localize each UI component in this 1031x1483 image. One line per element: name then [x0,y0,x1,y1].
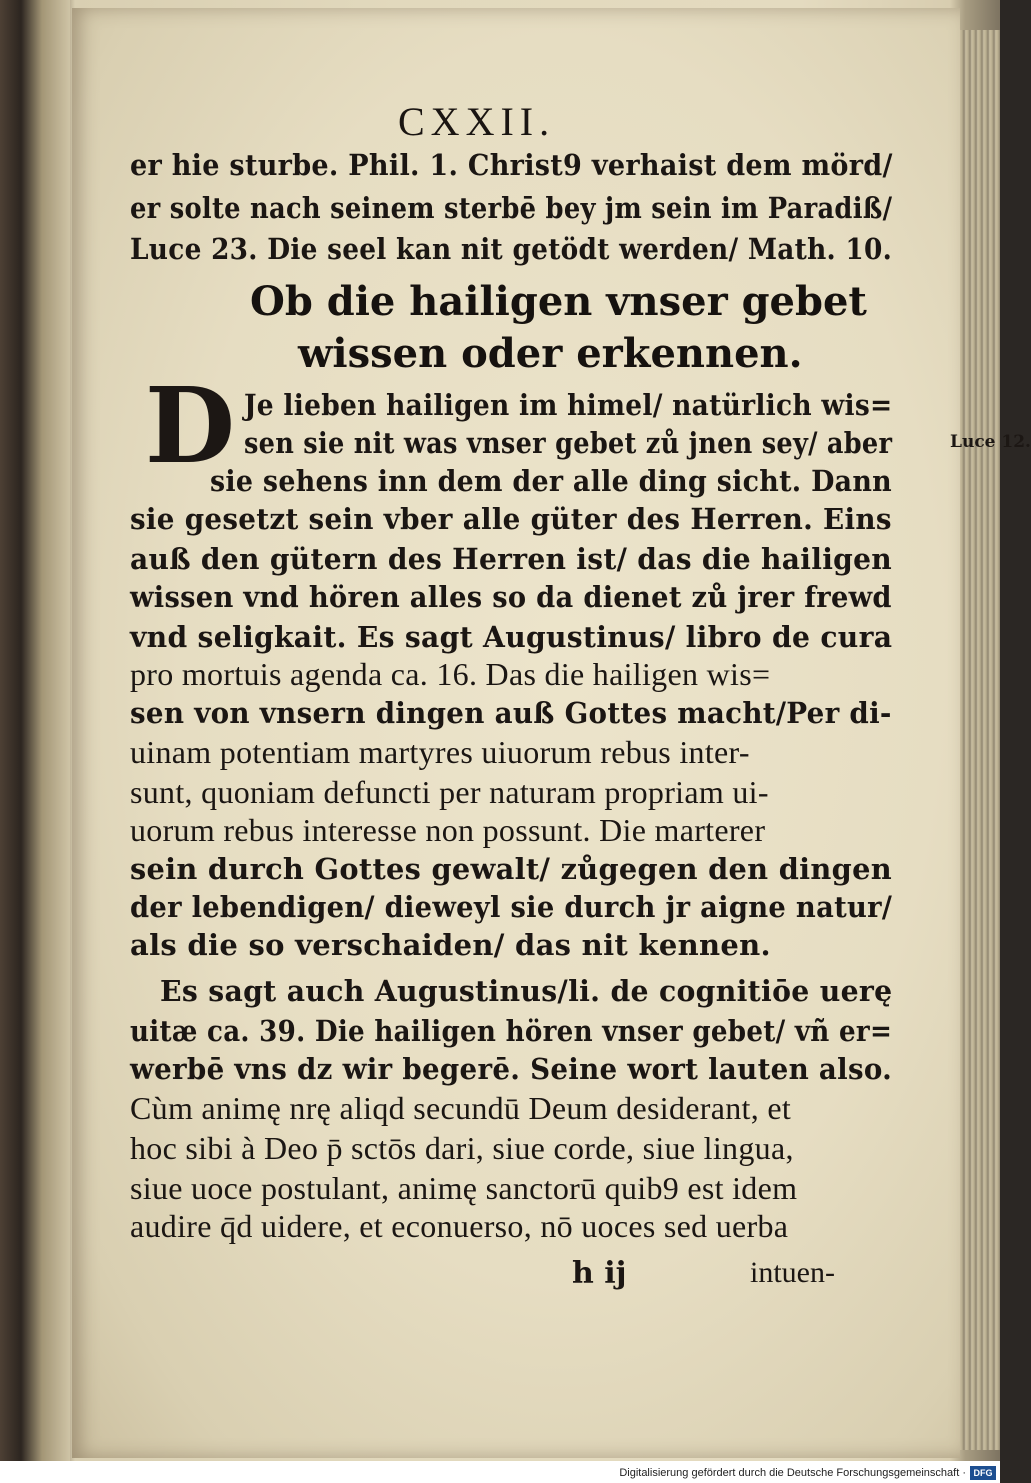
text-line: Es sagt auch Augustinus/li. de cognitiōe uerę [160,974,893,1008]
text-line: sen sie nit was vnser gebet zů jnen sey/ aber [244,426,893,460]
text-line: pro mortuis agenda ca. 16. Das die hailigen wis= [130,656,771,692]
text-line: Cùm animę nrę aliqd secundū Deum desiderant, et [130,1090,792,1126]
catchword: intuen- [750,1256,835,1289]
text-line: als die so verschaiden/ das nit kennen. [130,928,771,962]
section-heading: Ob die hailigen vnser gebet [250,278,867,325]
text-line: er hie sturbe. Phil. 1. Christ9 verhaist dem mörd/ [130,148,893,182]
text-line: uinam potentiam martyres uiuorum rebus inter- [130,734,750,770]
text-line: sunt, quoniam defuncti per naturam propriam ui- [130,774,769,810]
text-line: sie gesetzt sein vber alle güter des Herren. Eins [130,502,892,536]
text-line: uorum rebus interesse non possunt. Die marterer [130,812,766,848]
text-line: vnd seligkait. Es sagt Augustinus/ libro de cura [130,620,893,654]
signature-mark: h ij [572,1256,627,1291]
text-line: werbē vns dz wir begerē. Seine wort lauten also. [130,1052,893,1086]
text-line: der lebendigen/ dieweyl sie durch jr aigne natur/ [130,890,893,924]
marginal-note: Luce 12. [950,432,1031,452]
text-line: hoc sibi à Deo p̄ sctōs dari, siue corde, siue lingua, [130,1130,794,1166]
text-line: Je lieben hailigen im himel/ natürlich wis= [244,388,893,422]
text-line: sen von vnsern dingen auß Gottes macht/Per di- [130,696,892,730]
folio-number: CXXII. [398,99,556,144]
footer-credit: Digitalisierung gefördert durch die Deutsche Forschungsgemeinschaft · [619,1467,966,1479]
text-line: audire q̄d uidere, et econuerso, nō uoces sed uerba [130,1208,789,1244]
drop-initial: D [144,364,236,487]
book-page [72,8,1031,1458]
binding-edge [0,0,70,1470]
text-line: sein durch Gottes gewalt/ zůgegen den dingen [130,852,892,886]
section-heading: wissen oder erkennen. [298,330,803,377]
text-line: sie sehens inn dem der alle ding sicht. Dann [210,464,893,498]
text-line: siue uoce postulant, animę sanctorū quib9 est idem [130,1170,798,1206]
page-stack-edge [960,30,1000,1450]
text-line: auß den gütern des Herren ist/ das die hailigen [130,542,892,576]
text-line: Luce 23. Die seel kan nit getödt werden/ Math. 10. [130,232,893,266]
text-line: wissen vnd hören alles so da dienet zů jrer frewd [130,580,892,614]
text-line: er solte nach seinem sterbē bey jm sein im Paradiß/ [130,191,893,225]
text-line: uitæ ca. 39. Die hailigen hören vnser gebet/ vñ er= [130,1014,893,1048]
dfg-logo-icon: DFG [970,1466,996,1480]
digitization-footer [0,1461,1000,1483]
